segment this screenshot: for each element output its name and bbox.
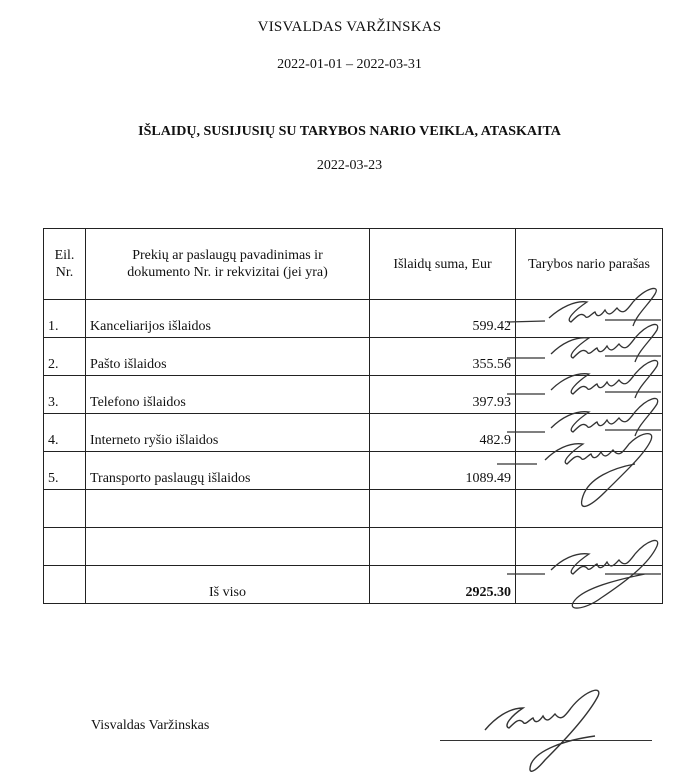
row-number <box>44 528 86 566</box>
header-name-line1: Prekių ar paslaugų pavadinimas ir <box>132 248 323 263</box>
row-sum <box>370 490 516 528</box>
row-number: 2. <box>44 338 86 376</box>
header-name <box>86 229 370 300</box>
row-sum: 482.9 <box>370 414 516 452</box>
header-no-line2: Nr. <box>55 265 74 280</box>
report-title: IŠLAIDŲ, SUSIJUSIŲ SU TARYBOS NARIO VEIKLA, ATASKAITA <box>138 124 561 139</box>
row-name: Kanceliarijos išlaidos <box>86 300 370 338</box>
row-name <box>86 490 370 528</box>
report-date: 2022-03-23 <box>316 158 383 173</box>
row-sum: 397.93 <box>370 376 516 414</box>
row-sum: 1089.49 <box>370 452 516 490</box>
signature-line <box>440 740 652 741</box>
header-no <box>44 229 86 300</box>
total-number-cell <box>44 566 86 604</box>
row-number: 5. <box>44 452 86 490</box>
signature-total <box>505 528 665 614</box>
row-number: 3. <box>44 376 86 414</box>
header-signature: Tarybos nario parašas <box>516 229 663 300</box>
row-sum: 355.56 <box>370 338 516 376</box>
header-name: VISVALDAS VARŽINSKAS <box>257 19 442 35</box>
signer-signature <box>445 680 665 776</box>
row-number: 1. <box>44 300 86 338</box>
row-sum <box>370 528 516 566</box>
row-name: Interneto ryšio išlaidos <box>86 414 370 452</box>
row-sum: 599.42 <box>370 300 516 338</box>
row-number: 4. <box>44 414 86 452</box>
total-label: Iš viso <box>86 566 370 604</box>
row-name <box>86 528 370 566</box>
total-sum: 2925.30 <box>370 566 516 604</box>
row-name: Pašto išlaidos <box>86 338 370 376</box>
signer-name: Visvaldas Varžinskas <box>91 718 210 733</box>
row-name: Transporto paslaugų išlaidos <box>86 452 370 490</box>
header-name-line2: dokumento Nr. ir rekvizitai (jei yra) <box>127 265 328 280</box>
row-name: Telefono išlaidos <box>86 376 370 414</box>
report-period: 2022-01-01 – 2022-03-31 <box>277 57 422 72</box>
header-no-line1: Eil. <box>54 248 75 263</box>
row-number <box>44 490 86 528</box>
header-sum: Išlaidų suma, Eur <box>370 229 516 300</box>
signature-row-5 <box>495 430 665 514</box>
